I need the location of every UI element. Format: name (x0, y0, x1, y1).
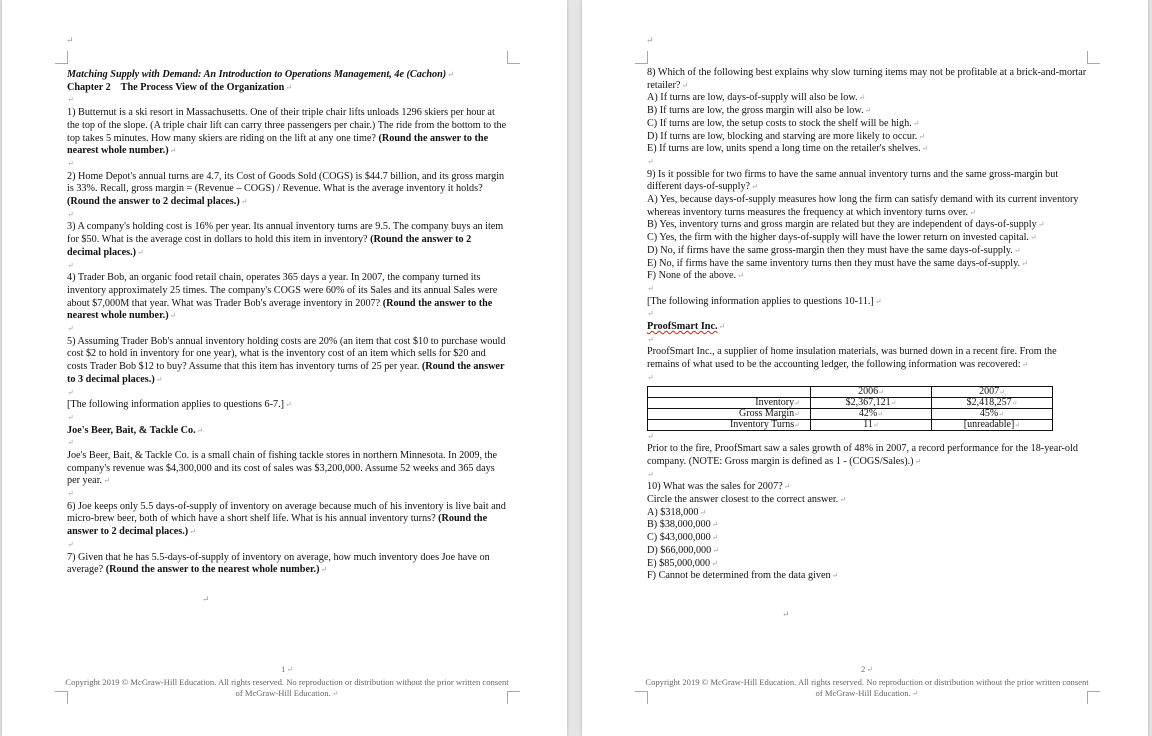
table-cell: [unreadable]↵ (932, 419, 1053, 430)
proofsmart-description: ProofSmart Inc., a supplier of home insulation materials, was burned down in a recent fire. From the remains of what used to be the accounting ledger, the following information was recovered: ↵ (647, 346, 1087, 371)
question-8-option: A) If turns are low, days-of-supply will also be low. ↵ (647, 92, 1087, 105)
proofsmart-heading: ProofSmart Inc. (647, 321, 718, 333)
question-10-option: E) $85,000,000 ↵ (647, 558, 1087, 571)
table-cell: 42%↵ (811, 408, 932, 419)
page-number: 2 ↵ (644, 664, 1090, 675)
question-2: 2) Home Depot's annual turns are 4.7, its Cost of Goods Sold (COGS) is $44.7 billion, and its gross margin is 33%. Recall, gross margin = (Revenue – COGS) / Revenue. What is the average inventory it holds? (Round the answer to 2 decimal places.) ↵ (67, 171, 507, 209)
document-page-1 (2, 0, 567, 736)
question-8-stem: 8) Which of the following best explains why slow turning items may not be profitable at a brick-and-mortar retailer? ↵ (647, 67, 1087, 92)
question-10-option: A) $318,000 ↵ (647, 507, 1087, 520)
joes-description: Joe's Beer, Bait, & Tackle Co. is a small chain of fishing tackle stores in northern Minnesota. In 2009, the company's revenue was $4,300,000 and its cost of sales was $3,200,000. Assume 52 weeks and 365 days per year. ↵ (67, 450, 507, 488)
table-cell: Inventory↵ (648, 397, 811, 408)
page-1-body (67, 69, 507, 577)
question-9-option: B) Yes, inventory turns and gross margin are related but they are independent of days-of-supply ↵ (647, 219, 1087, 232)
question-10-option: B) $38,000,000 ↵ (647, 519, 1087, 532)
question-9-option: F) None of the above. ↵ (647, 270, 1087, 283)
question-1: 1) Butternut is a ski resort in Massachusetts. One of their triple chair lifts unloads 1296 skiers per hour at the top of the slope. (A triple chair lift can carry three passengers per chair.) The ride from the bottom to the top takes 5 minutes. How many skiers are riding on the lift at any one time? (Round the answer to the nearest whole number.) ↵ (67, 107, 507, 158)
question-9-option: D) No, if firms have the same gross-margin then they must have the same days-of-supply. ↵ (647, 245, 1087, 258)
question-4: 4) Trader Bob, an organic food retail chain, operates 365 days a year. In 2007, the company turned its inventory approximately 25 times. The company's COGS were 60% of its Sales and its annual Sales were about $7,000M that year. What was Trader Bob's average inventory in 2007? (Round the answer to the nearest whole number.) ↵ (67, 272, 507, 323)
question-5: 5) Assuming Trader Bob's annual inventory holding costs are 20% (an item that cost $10 to purchase would cost $2 to hold in inventory for one year), what is the inventory cost of an item which sells for $20 and costs Trader Bob $12 to buy? Assume that this item has inventory turns of 25 per year. (Round the answer to 3 decimal places.) ↵ (67, 336, 507, 387)
question-9-stem: 9) Is it possible for two firms to have the same annual inventory turns and the same gross-margin but different days-of-supply? ↵ (647, 169, 1087, 194)
crop-mark-bottom-left (635, 691, 648, 704)
page-2-footer (644, 664, 1090, 699)
crop-mark-bottom-left (55, 691, 68, 704)
question-9-option: C) Yes, the firm with the higher days-of-supply will have the lower return on invested capital. ↵ (647, 232, 1087, 245)
book-title: Matching Supply with Demand: An Introduction to Operations Management, 4e (Cachon) (67, 69, 447, 80)
crop-mark-bottom-right (1087, 691, 1100, 704)
page-number: 1 ↵ (64, 664, 510, 675)
table-cell: Inventory Turns↵ (648, 419, 811, 430)
info-note-6-7: [The following information applies to questions 6-7.] ↵ (67, 399, 507, 412)
question-3: 3) A company's holding cost is 16% per year. Its annual inventory turns are 9.5. The company buys an item for $50. What is the average cost in dollars to hold this item in inventory? (Round the answer to 2 decimal places.) ↵ (67, 221, 507, 259)
crop-mark-top-left (55, 51, 68, 64)
question-10-option: C) $43,000,000 ↵ (647, 532, 1087, 545)
table-header-cell: 2006↵ (811, 386, 932, 397)
table-cell: $2,418,257↵ (932, 397, 1053, 408)
question-10-option: D) $66,000,000 ↵ (647, 545, 1087, 558)
paragraph-mark: ↵ (66, 35, 74, 45)
paragraph-mark: ↵ (646, 35, 654, 45)
table-cell: $2,367,121↵ (811, 397, 932, 408)
question-8-option: D) If turns are low, blocking and starving are more likely to occur. ↵ (647, 131, 1087, 144)
page-1-footer (64, 664, 510, 699)
copyright-notice: Copyright 2019 © McGraw-Hill Education. All rights reserved. No reproduction or distribution without the prior written consent of McGraw-Hill Education. ↵ (64, 677, 510, 699)
question-10-instruction: Circle the answer closest to the correct answer. ↵ (647, 494, 1087, 507)
paragraph-mark: ↵ (202, 594, 210, 604)
table-cell: 11↵ (811, 419, 932, 430)
table-row (648, 419, 1053, 430)
table-cell: 45%↵ (932, 408, 1053, 419)
page-2-body (647, 67, 1087, 583)
question-9-option: E) No, if firms have the same inventory turns then they must have the same days-of-supply. ↵ (647, 258, 1087, 271)
info-note-10-11: [The following information applies to questions 10-11.] ↵ (647, 296, 1087, 309)
table-header-cell: 2007↵ (932, 386, 1053, 397)
prior-to-fire-text: Prior to the fire, ProofSmart saw a sales growth of 48% in 2007, a record performance for the 18-year-old company. (NOTE: Gross margin is defined as 1 - (COGS/Sales).) ↵ (647, 443, 1087, 468)
question-8-option: B) If turns are low, the gross margin will also be low. ↵ (647, 105, 1087, 118)
ledger-table (647, 386, 1053, 431)
question-7: 7) Given that he has 5.5-days-of-supply of inventory on average, how much inventory does Joe have on average? (Round the answer to the nearest whole number.) ↵ (67, 552, 507, 577)
crop-mark-top-right (1087, 51, 1100, 64)
joes-heading: Joe's Beer, Bait, & Tackle Co. (67, 424, 196, 436)
chapter-heading: Chapter 2 The Process View of the Organization (67, 81, 285, 93)
question-9-option: A) Yes, because days-of-supply measures how long the firm can satisfy demand with its current inventory whereas inventory turns measures the frequency at which inventory turns over. ↵ (647, 194, 1087, 219)
question-8-option: E) If turns are low, units spend a long time on the retailer's shelves. ↵ (647, 143, 1087, 156)
question-8-option: C) If turns are low, the setup costs to stock the shelf will be high. ↵ (647, 118, 1087, 131)
table-header-cell (648, 386, 811, 397)
table-row (648, 408, 1053, 419)
crop-mark-bottom-right (507, 691, 520, 704)
paragraph-mark: ↵ (782, 609, 790, 619)
document-page-2 (582, 0, 1148, 736)
copyright-notice: Copyright 2019 © McGraw-Hill Education. All rights reserved. No reproduction or distribution without the prior written consent of McGraw-Hill Education. ↵ (644, 677, 1090, 699)
crop-mark-top-right (507, 51, 520, 64)
question-6: 6) Joe keeps only 5.5 days-of-supply of inventory on average because much of his inventory is live bait and micro-brew beer, both of which have a short shelf life. What is his annual inventory turns? (Round the answer to 2 decimal places.) ↵ (67, 501, 507, 539)
table-row (648, 386, 1053, 397)
table-row (648, 397, 1053, 408)
table-cell: Gross Margin↵ (648, 408, 811, 419)
question-10-option: F) Cannot be determined from the data given ↵ (647, 570, 1087, 583)
crop-mark-top-left (635, 51, 648, 64)
question-10-stem: 10) What was the sales for 2007? ↵ (647, 481, 1087, 494)
